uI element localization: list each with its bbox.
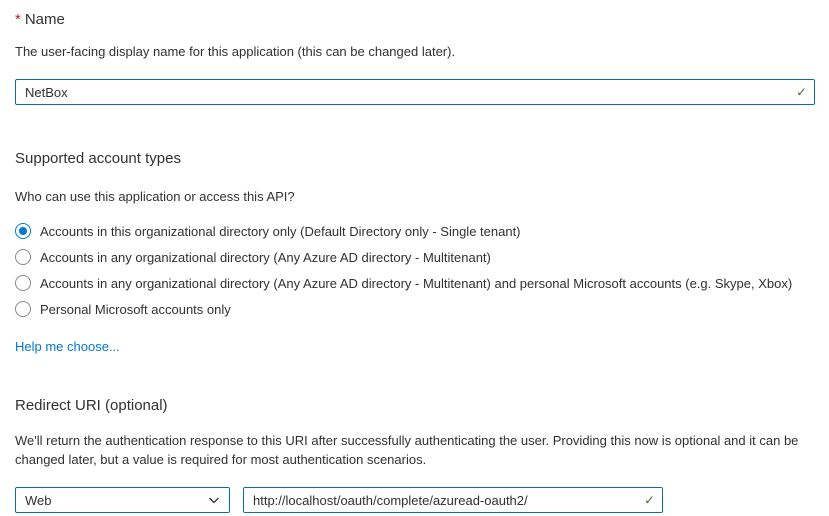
name-label: Name [24,11,65,28]
required-asterisk: * [15,11,21,28]
radio-button[interactable] [15,275,31,291]
chevron-down-icon [208,494,220,506]
redirect-uri-controls [15,487,815,513]
platform-dropdown[interactable] [15,487,230,513]
redirect-uri-title: Redirect URI (optional) [15,397,168,414]
radio-button[interactable] [15,249,31,265]
account-types-section [15,149,815,356]
radio-option-label: Personal Microsoft accounts only [40,301,231,317]
radio-option-label: Accounts in this organizational directory only (Default Directory only - Single tenant) [40,223,521,239]
redirect-uri-description: We'll return the authentication response to this URI after successfully authenticating the user. Providing this now is optional and it can be changed later, but a value is required for most authentication scenarios. [15,433,799,467]
radio-option-single-tenant[interactable] [15,218,815,244]
account-types-title: Supported account types [15,150,181,167]
radio-button[interactable] [15,223,31,239]
redirect-uri-section [15,396,815,513]
radio-option-label: Accounts in any organizational directory (Any Azure AD directory - Multitenant) and personal Microsoft accounts (e.g. Skype, Xbox) [40,275,793,291]
valid-check-icon: ✓ [796,84,807,100]
name-input[interactable] [15,79,815,105]
name-section-title [15,10,815,30]
redirect-uri-field-wrap [243,487,663,513]
platform-dropdown-value: Web [25,492,52,508]
name-description: The user-facing display name for this application (this can be changed later). [15,44,456,59]
radio-option-multitenant[interactable] [15,244,815,270]
valid-check-icon: ✓ [644,492,655,508]
radio-option-label: Accounts in any organizational directory (Any Azure AD directory - Multitenant) [40,249,491,265]
account-types-radio-group [15,218,815,322]
help-me-choose-link[interactable]: Help me choose... [15,339,120,354]
radio-option-multitenant-personal[interactable] [15,270,815,296]
name-section [15,10,815,105]
account-types-question: Who can use this application or access this API? [15,189,295,204]
name-field-wrap [15,79,815,105]
radio-option-personal-only[interactable] [15,296,815,322]
radio-button[interactable] [15,301,31,317]
redirect-uri-input[interactable] [243,487,663,513]
